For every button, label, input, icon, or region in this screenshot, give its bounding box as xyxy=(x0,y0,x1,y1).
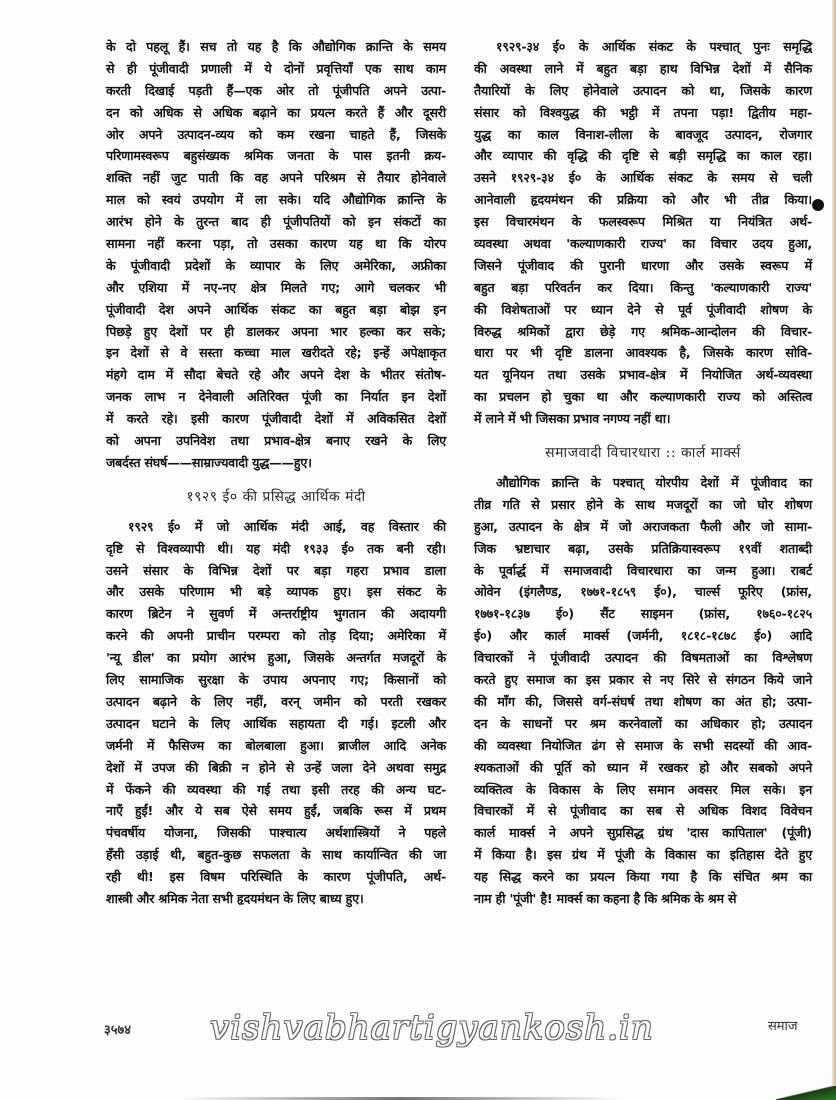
text-line: शास्त्री और श्रमिक नेता सभी हृदयमंथन के लिए बाध्य हुए। xyxy=(106,890,364,906)
text-line: कारण ब्रिटेन ने सुवर्ण में अन्तर्राष्ट्रीय भुगतान की अदायगी xyxy=(106,606,446,622)
text-line: आनेवाली हृदयमंथन की प्रक्रिया को और भी तीव्र किया। xyxy=(474,192,812,208)
text-line: औद्योगिक क्रान्ति के पश्चात् योरपीय देशों में पूंजीवाद का xyxy=(496,475,812,491)
text-line: रही थी! इस विषम परिस्थिति के कारण पूंजीपति, अर्थ- xyxy=(106,869,446,885)
section-heading-socialist-thought: समाजवादी विचारधारा :: कार्ल मार्क्स xyxy=(545,445,741,462)
text-line: उत्पादन बढ़ाने के लिए नहीं, वरन् जमीन को परती रखकर xyxy=(106,693,446,709)
text-line: कार्ल मार्क्स ने अपने सुप्रसिद्ध ग्रंथ 'दास कापिताल' (पूंजी) xyxy=(474,825,812,841)
text-line: विचारकों में से पूंजीवाद का सब से अधिक विशद विवेचन xyxy=(474,803,812,819)
text-line: व्यक्तित्व के विकास के लिए समान अवसर मिल सके। इन xyxy=(474,781,812,797)
text-line: में किया है। इस ग्रंथ में पूंजी के विकास का इतिहास देते हुए xyxy=(474,847,812,863)
text-line: करती दिखाई पड़ती हैं—एक ओर तो पूंजीपति अपने उत्पा- xyxy=(106,82,446,98)
text-line: में लाने में भी जिसका प्रभाव नगण्य नहीं था। xyxy=(474,411,671,427)
right-paragraph-2 xyxy=(474,472,812,910)
text-line: करते हुए समाज का इस प्रकार से नए सिरे से संगठन किये जाने xyxy=(474,672,812,688)
text-line: जर्मनी में फैसिज्म का बोलबाला हुआ। ब्राजील आदि अनेक xyxy=(106,737,446,753)
text-line: विरुद्ध श्रमिकों द्वारा छेड़े गए श्रमिक-आन्दोलन की विचार- xyxy=(474,323,812,339)
page-number: ३५७४ xyxy=(104,1023,132,1038)
right-paragraph-1 xyxy=(474,36,812,430)
text-line: इस विचारमंथन के फलस्वरूप मिश्रित या नियंत्रित अर्थ- xyxy=(474,214,812,230)
section-heading-1929-depression: १९२९ ई० की प्रसिद्ध आर्थिक मंदी xyxy=(186,488,366,505)
section-name: समाज xyxy=(768,1019,798,1034)
text-line: ओवेन (इंगलैण्ड, १७७१-१८५९ ई०), चार्ल्स फूरिए (फ्रांस, xyxy=(474,584,812,600)
text-line: यत यूनियन तथा उसके प्रभाव-क्षेत्र में नियोजित अर्थ-व्यवस्था xyxy=(474,367,812,383)
text-line: की अवस्था लाने में बहुत बड़ा हाथ विभिन्न देशों में सैनिक xyxy=(474,60,812,76)
text-line: उसने संसार के विभिन्न देशों पर बड़ा गहरा प्रभाव डाला xyxy=(106,562,446,578)
text-line: की माँग की, जिससे वर्ग-संघर्ष तथा शोषण का अंत हो; उत्पा- xyxy=(474,693,812,709)
text-line: सामना नहीं करना पड़ा, तो उसका कारण यह था कि योरप xyxy=(106,236,446,252)
text-line: और उसके परिणाम भी बड़े व्यापक हुए। इस संकट के xyxy=(106,584,446,600)
text-line: के पूंजीवादी प्रदेशों के व्यापार के लिए अमेरिका, अफ्रीका xyxy=(106,257,446,273)
text-line: श्यकताओं की पूर्ति को ध्यान में रखकर हो और सबको अपने xyxy=(474,759,812,775)
text-line: दन को अधिक से अधिक बढ़ाने का प्रयत्न करते हैं और दूसरी xyxy=(106,104,446,120)
text-line: युद्ध का काल विनाश-लीला के बावजूद उत्पादन, रोजगार xyxy=(474,126,812,142)
text-line: का प्रचलन हो चुका था और कल्याणकारी राज्य को अस्तित्व xyxy=(474,389,812,405)
left-paragraph-1 xyxy=(106,36,446,474)
scan-corner xyxy=(776,1086,836,1100)
text-line: व्यवस्था अथवा 'कल्याणकारी राज्य' का विचार उदय हुआ, xyxy=(474,236,812,252)
text-line: जबर्दस्त संघर्ष——साम्राज्यवादी युद्ध——हुए। xyxy=(106,454,312,470)
text-line: में करते रहे। इसी कारण पूंजीवादी देशों में अविकसित देशों xyxy=(106,411,446,427)
text-line: इन देशों से वे सस्ता कच्चा माल खरीदते रहे; इन्हें अपेक्षाकृत xyxy=(106,345,446,361)
text-line: परिणामस्वरूप बहुसंख्यक श्रमिक जनता के पास इतनी क्रय- xyxy=(106,148,446,164)
text-line: दन के साधनों पर श्रम करनेवालों का अधिकार हो; उत्पादन xyxy=(474,715,812,731)
text-line: पंचवर्षीय योजना, जिसकी पाश्चात्य अर्थशास्त्रियों ने पहले xyxy=(106,825,446,841)
text-line: जिक भ्रष्टाचार बढ़ा, उसके प्रतिक्रियास्वरूप १९वीं शताब्दी xyxy=(474,540,812,556)
text-line: मंहगे दाम में सौदा बेचते रहे और अपने देश के भीतर संतोष- xyxy=(106,367,446,383)
text-line: लिए सामाजिक सुरक्षा के उपाय अपनाए गए; किसानों को xyxy=(106,672,446,688)
text-line: उसने १९२९-३४ ई० के आर्थिक संकट के समय से चली xyxy=(474,170,812,186)
text-line: के दो पहलू हैं। सच तो यह है कि औद्योगिक क्रान्ति के समय xyxy=(106,39,446,54)
text-line: करने की अपनी प्राचीन परम्परा को तोड़ दिया; अमेरिका में xyxy=(106,628,446,644)
text-line: १७७१-१८३७ ई०) सैंट साइमन (फ्रांस, १७६०-१८२५ xyxy=(474,606,812,622)
page-edge xyxy=(832,0,836,1100)
text-line: को अपना उपनिवेश तथा प्रभाव-क्षेत्र बनाए रखने के लिए xyxy=(106,433,446,449)
text-line: १९२९-३४ ई० के आर्थिक संकट के पश्चात् पुनः समृद्धि xyxy=(496,39,812,54)
text-line: ई०) और कार्ल मार्क्स (जर्मनी, १८१८-१८७८ ई०) आदि xyxy=(474,628,812,644)
text-line: धारा पर भी दृष्टि डालना आवश्यक है, जिसके कारण सोवि- xyxy=(474,345,812,361)
left-paragraph-2 xyxy=(106,516,446,910)
text-line: हँसी उड़ाई थी, बहुत-कुछ सफलता के साथ कार्यान्वित की जा xyxy=(106,847,446,863)
text-line: विचारकों ने पूंजीवादी उत्पादन की विषमताओं का विश्लेषण xyxy=(474,650,812,666)
text-line: के पूर्वार्द्ध में समाजवादी विचारधारा का जन्म हुआ। राबर्ट xyxy=(474,562,812,578)
watermark: vishvabhartigyankosh.in xyxy=(210,1008,654,1048)
text-line: आरंभ होने के तुरन्त बाद ही पूंजीपतियों को इन संकटों का xyxy=(106,214,446,230)
text-line: उत्पादन घटाने के लिए आर्थिक सहायता दी गई। इटली और xyxy=(106,715,446,731)
ink-dot-mark xyxy=(812,199,824,211)
text-line: दृष्टि से विश्वव्यापी थी। यह मंदी १९३३ ई० तक बनी रही। xyxy=(106,540,446,556)
text-line: नाएँ हुईं! और ये सब ऐसे समय हुईं, जबकि रूस में प्रथम xyxy=(106,803,446,819)
text-line: माल को स्वयं उपयोग में ला सके। यदि औद्योगिक क्रान्ति के xyxy=(106,192,446,208)
text-line: शक्ति नहीं जुट पाती कि वह अपने परिश्रम से तैयार होनेवाले xyxy=(106,170,446,186)
text-line: में फेंकने की व्यवस्था की गई तथा इसी तरह की अन्य घट- xyxy=(106,781,446,797)
text-line: जनक लाभ न देनेवाली अतिरिक्त पूंजी का निर्यात इन देशों xyxy=(106,389,446,405)
text-line: 'न्यू डील' का प्रयोग आरंभ हुआ, जिसके अन्तर्गत मजदूरों के xyxy=(106,650,446,666)
text-line: तैयारियों के लिए होनेवाले उत्पादन को था, जिसके कारण xyxy=(474,82,812,98)
text-line: से ही पूंजीवादी प्रणाली में ये दोनों प्रवृत्तियाँ एक साथ काम xyxy=(106,60,446,76)
text-line: पिछड़े हुए देशों पर ही डालकर अपना भार हल्का कर सके; xyxy=(106,323,446,339)
text-line: और व्यापार की वृद्धि की दृष्टि से बड़ी समृद्धि का काल रहा। xyxy=(474,148,812,164)
right-column xyxy=(474,36,812,910)
text-line: नाम ही 'पूंजी' है! मार्क्स का कहना है कि श्रमिक के श्रम से xyxy=(474,890,737,906)
left-column xyxy=(106,36,446,910)
text-line: बहुत बड़ा परिवर्तन कर दिया। किन्तु 'कल्याणकारी राज्य' xyxy=(474,279,812,295)
text-line: ओर अपने उत्पादन-व्यय को कम रखना चाहते हैं, जिसके xyxy=(106,126,446,142)
text-line: संसार को विश्वयुद्ध की भट्ठी में तपना पड़ा! द्वितीय महा- xyxy=(474,104,812,120)
text-line: पूंजीवादी देश अपने आर्थिक संकट का बहुत बड़ा बोझ इन xyxy=(106,301,446,317)
text-line: की व्यवस्था नियोजित ढंग से समाज के सभी सदस्यों की आव- xyxy=(474,737,812,753)
text-line: १९२९ ई० में जो आर्थिक मंदी आई, वह विस्तार की xyxy=(128,518,446,534)
text-line: की विशेषताओं पर ध्यान देने से पूर्व पूंजीवादी शोषण के xyxy=(474,301,812,317)
text-line: तीव्र गति से प्रसार होने के साथ मजदूरों का जो घोर शोषण xyxy=(474,496,812,512)
text-line: हुआ, उत्पादन के क्षेत्र में जो अराजकता फैली और जो सामा- xyxy=(474,518,812,534)
text-line: यह सिद्ध करने का प्रयत्न किया गया है कि संचित श्रम का xyxy=(474,869,812,885)
text-line: और एशिया में नए-नए क्षेत्र मिलते गए; आगे चलकर भी xyxy=(106,279,446,295)
text-line: जिसने पूंजीवाद की पुरानी धारणा और उसके स्वरूप में xyxy=(474,257,812,273)
text-line: देशों में उपज की बिक्री न होने से उन्हें जला देने अथवा समुद्र xyxy=(106,759,446,775)
